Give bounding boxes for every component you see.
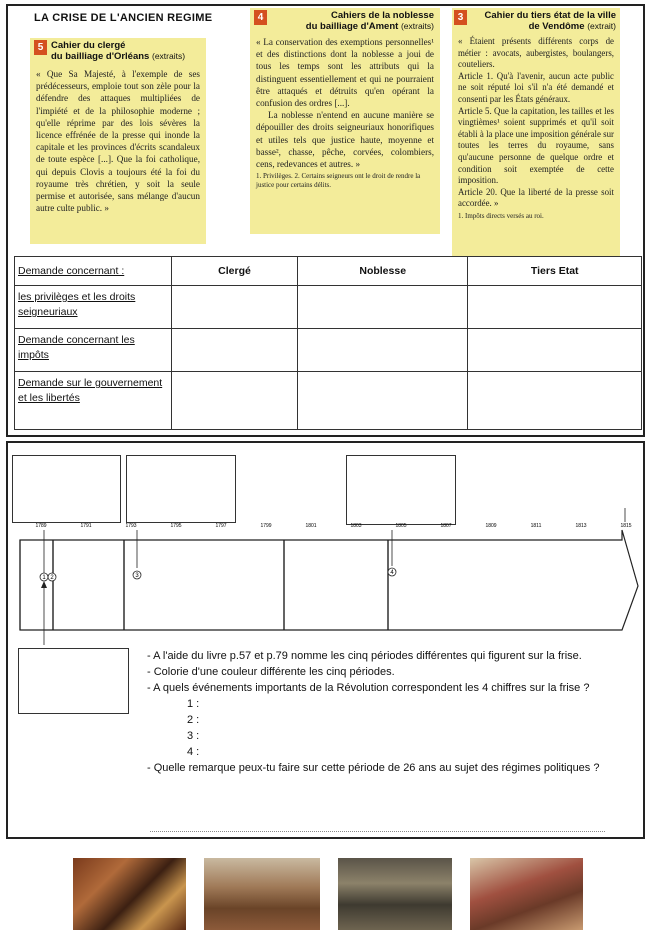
timeline-tick-label: 1793: [125, 523, 137, 529]
extract-text-p2: Article 1. Qu'à l'avenir, aucun acte public ne soit réputé loi s'il n'a été demandé et consenti par les États généraux.: [458, 70, 614, 104]
extract-subtitle: (extraits): [400, 21, 434, 31]
pointer-arrowhead: [41, 581, 47, 588]
answer-cell[interactable]: [468, 286, 642, 329]
extract-text-p4: Article 20. Que la liberté de la presse soit accordée. »: [458, 186, 614, 209]
extract-title-2: du bailliage d'Orléans: [51, 51, 150, 62]
extract-title: Cahiers de la noblesse: [331, 10, 434, 21]
question-3: - A quels événements importants de la Révolution correspondent les 4 chiffres sur la frise ?: [147, 682, 590, 694]
painting-assembly: [338, 858, 452, 930]
table-row: [15, 286, 642, 329]
extract-subtitle: (extraits): [151, 51, 186, 61]
answer-cell[interactable]: [172, 286, 298, 329]
extract-number-badge: 4: [254, 10, 267, 25]
extract-text: « Que Sa Majesté, à l'exemple de ses prédécesseurs, emploie tout son zèle pour la défendre des attaques multipliées de l'impiété et de la philosophie moderne ; qu'elle réprime par des lois sévères la licence effrénée de la presse qui inonde la capitale et les provinces d'écrits scandaleux de toute espèce [...]. Que la foi catholique, qui depuis Clovis a toujours été la foi du royaume très chrétien, y soit la seule permise et autorisée, sans mélange d'aucun autre culte public. »: [36, 69, 200, 214]
timeline-tick-label: 1791: [80, 523, 92, 529]
answer-line-4[interactable]: 4 :: [187, 746, 200, 758]
timeline-answer-box[interactable]: [18, 648, 129, 714]
extract-number-badge: 5: [34, 40, 47, 55]
table-header-cell: Noblesse: [297, 257, 467, 286]
painting-coronation: [73, 858, 186, 930]
timeline-frise: [0, 500, 651, 650]
question-1: - A l'aide du livre p.57 et p.79 nomme les cinq périodes différentes qui figurent sur la frise.: [147, 650, 582, 662]
extract-noblesse: [250, 8, 440, 234]
extract-subtitle: (extrait): [587, 21, 616, 31]
row-label: Demande concernant les impôts: [15, 329, 172, 372]
table-header-row: [15, 257, 642, 286]
row-label: les privilèges et les droits seigneuriaux: [15, 286, 172, 329]
painting-battle: [470, 858, 583, 930]
timeline-tick-label: 1795: [170, 523, 182, 529]
table-row: [15, 372, 642, 430]
timeline-tick-label: 1813: [575, 523, 587, 529]
extract-text-p1: « Étaient présents différents corps de métier : avocats, aubergistes, boulangers, couteliers.: [458, 36, 614, 70]
extract-clerge: [30, 38, 206, 244]
timeline-tick-label: 1811: [530, 523, 542, 529]
extract-title: Cahier du tiers état de la ville: [484, 10, 616, 21]
table-header-cell: Demande concernant :: [15, 257, 172, 286]
extract-text-p3: Article 5. Que la capitation, les tailles et les vingtièmes¹ soient supprimés et qu'il soit établi à la place une imposition générale sur toutes les terres du royaume, sans qu'aucune personne de quelque ordre et condition soit exemptée de cette imposition.: [458, 105, 614, 186]
timeline-marker-number: 2: [50, 575, 54, 582]
answer-cell[interactable]: [172, 329, 298, 372]
answer-cell[interactable]: [468, 372, 642, 430]
answer-line-3[interactable]: 3 :: [187, 730, 200, 742]
answer-line-1[interactable]: 1 :: [187, 698, 200, 710]
extract-number-badge: 3: [454, 10, 467, 25]
extract-title-2: du bailliage d'Ament: [305, 21, 399, 32]
extract-title-2: de Vendôme: [528, 21, 585, 32]
timeline-marker-number: 1: [42, 575, 46, 582]
timeline-tick-label: 1803: [350, 523, 362, 529]
timeline-tick-label: 1799: [260, 523, 272, 529]
timeline-tick-label: 1789: [35, 523, 47, 529]
answer-cell[interactable]: [297, 286, 467, 329]
timeline-marker-number: 3: [135, 573, 139, 580]
timeline-tick-label: 1807: [440, 523, 452, 529]
question-4: - Quelle remarque peux-tu faire sur cette période de 26 ans au sujet des régimes politiques ?: [147, 762, 600, 774]
frise-arrow: [20, 530, 638, 630]
timeline-tick-label: 1809: [485, 523, 497, 529]
table-header-cell: Clergé: [172, 257, 298, 286]
extract-note: 1. Privilèges. 2. Certains seigneurs ont le droit de rendre la justice pour certains délits.: [256, 172, 421, 189]
painting-bastille: [204, 858, 320, 930]
table-row: [15, 329, 642, 372]
row-label: Demande sur le gouvernement et les libertés: [15, 372, 172, 430]
extract-note: 1. Impôts directs versés au roi.: [458, 211, 544, 220]
timeline-tick-label: 1815: [620, 523, 632, 529]
question-2: - Colorie d'une couleur différente les cinq périodes.: [147, 666, 395, 678]
page-title: LA CRISE DE L'ANCIEN REGIME: [34, 12, 213, 24]
extract-text-p2: La noblesse n'entend en aucune manière se dépouiller des droits seigneuriaux honorifiques et utiles tels que justice haute, moyenne et basse², chasse, pêche, corvées, colombiers, cens, redevances et autres. »: [256, 110, 434, 170]
questions-block: [147, 648, 612, 776]
extract-title: Cahier du clergé: [51, 40, 126, 51]
table-header-cell: Tiers Etat: [468, 257, 642, 286]
extract-text-p1: « La conservation des exemptions personnelles¹ et des distinctions dont la noblesse a joui de tous les temps sont les attributs qui la distinguent essentiellement et qui ne pourraient être attaqués et détruits qu'en opérant la confusion des ordres [...].: [256, 37, 434, 109]
answer-cell[interactable]: [297, 329, 467, 372]
answer-cell[interactable]: [468, 329, 642, 372]
answer-line-2[interactable]: 2 :: [187, 714, 200, 726]
timeline-tick-label: 1805: [395, 523, 407, 529]
answer-cell[interactable]: [172, 372, 298, 430]
extract-tiers-etat: [452, 8, 620, 256]
answer-dotted-line[interactable]: [150, 831, 605, 832]
timeline-tick-label: 1797: [215, 523, 227, 529]
answer-cell[interactable]: [297, 372, 467, 430]
demands-table: [14, 256, 642, 430]
timeline-tick-label: 1801: [305, 523, 317, 529]
timeline-marker-number: 4: [390, 570, 394, 577]
